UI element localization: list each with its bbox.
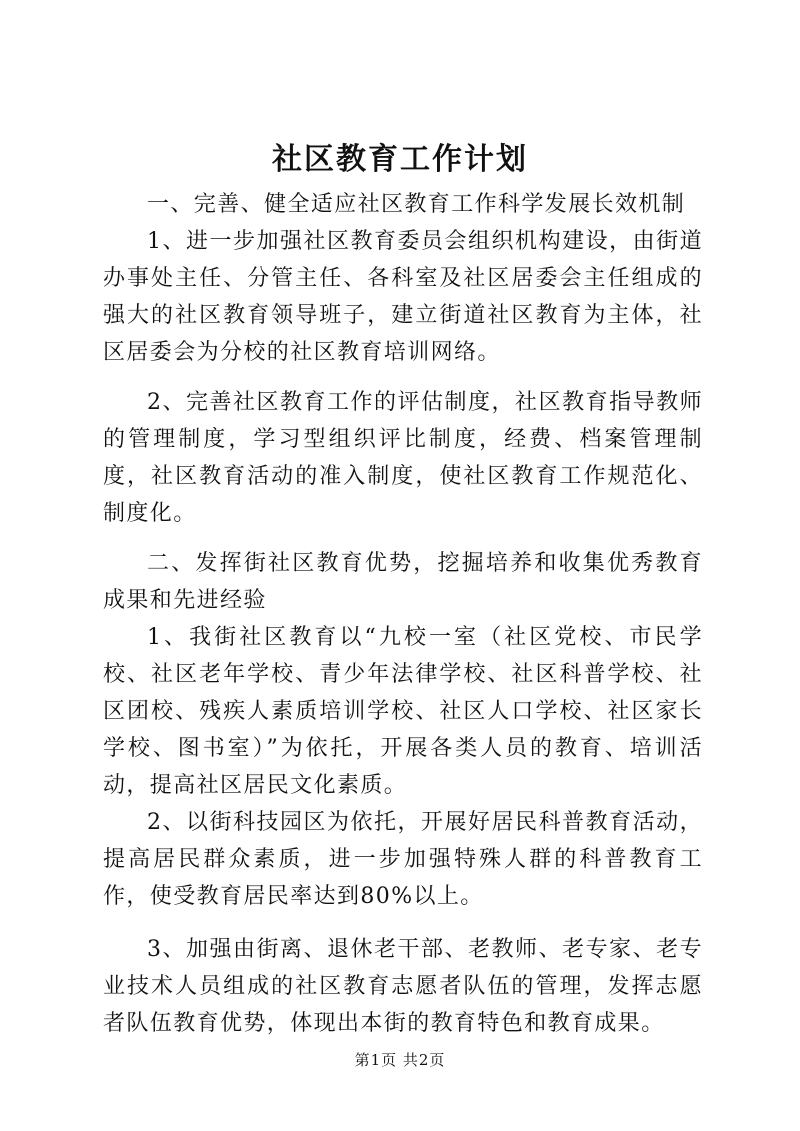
paragraph-1-2: 2、完善社区教育工作的评估制度，社区教育指导教师的管理制度，学习型组织评比制度，经费、档案管理制度，社区教育活动的准入制度，使社区教育工作规范化、制度化。 (103, 390, 703, 526)
paragraph-2-3: 3、加强由街离、退休老干部、老教师、老专家、老专业技术人员组成的社区教育志愿者队伍的管理，发挥志愿者队伍教育优势，体现出本街的教育特色和教育成果。 (103, 937, 703, 1036)
paragraph-1-1: 1、进一步加强社区教育委员会组织机构建设，由街道办事处主任、分管主任、各科室及社区居委会主任组成的强大的社区教育领导班子，建立街道社区教育为主体，社区居委会为分校的社区教育培训网络。 (103, 229, 703, 365)
section-heading-2: 二、发挥街社区教育优势，挖掘培养和收集优秀教育成果和先进经验 (103, 551, 703, 613)
paragraph-2-1: 1、我街社区教育以“九校一室（社区党校、市民学校、社区老年学校、青少年法律学校、社区科普学校、社区团校、残疾人素质培训学校、社区人口学校、社区家长学校、图书室）”为依托，开展各类人员的教育、培训活动，提高社区居民文化素质。 (103, 625, 703, 798)
paragraph-2-2: 2、以街科技园区为依托，开展好居民科普教育活动，提高居民群众素质，进一步加强特殊人群的科普教育工作，使受教育居民率达到80%以上。 (103, 810, 703, 909)
page-number-footer: 第1页 共2页 (354, 1051, 446, 1069)
document-title: 社区教育工作计划 (272, 142, 528, 177)
section-heading-1: 一、完善、健全适应社区教育工作科学发展长效机制 (147, 192, 686, 217)
document-body (103, 186, 703, 1042)
